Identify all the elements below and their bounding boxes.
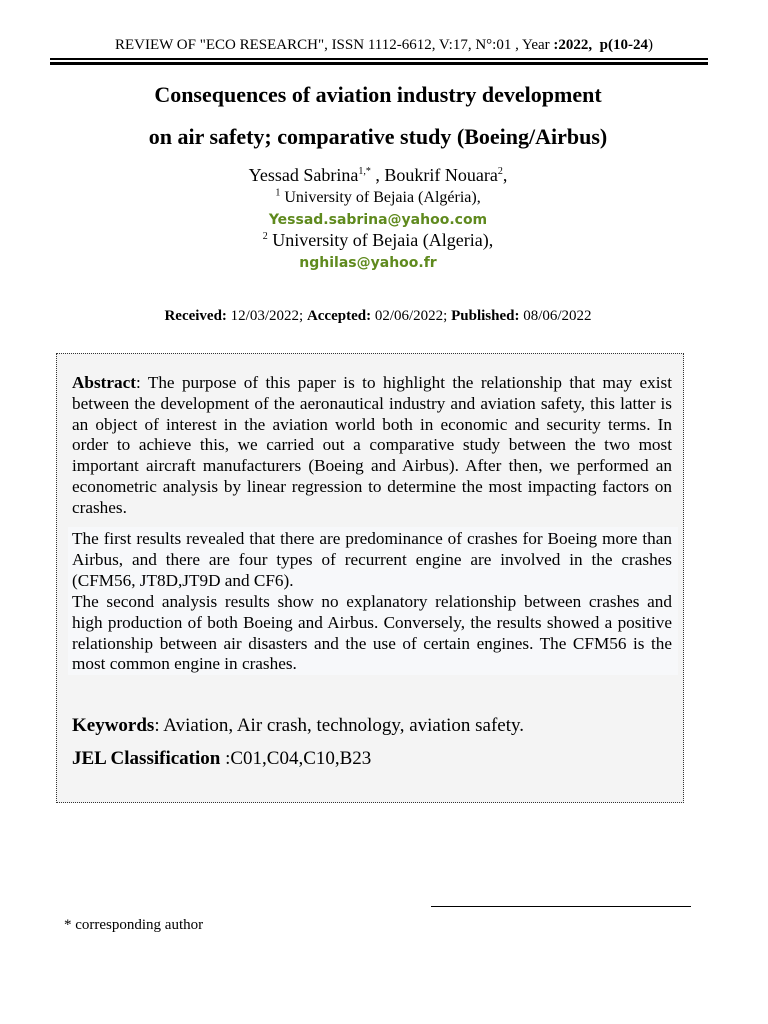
abstract-paragraph-2: The first results revealed that there are predominance of crashes for Boeing more than Airbus, and there are four types of recurrent engine are involved in the crashes (CFM56, JT8D,JT9D and CF6). xyxy=(72,529,672,590)
author-1-email[interactable]: Yessad.sabrina@yahoo.com xyxy=(268,212,488,228)
keywords-label: Keywords xyxy=(72,715,155,736)
journal-header xyxy=(0,36,768,54)
accepted-label: Accepted: xyxy=(306,308,372,324)
authors xyxy=(0,164,756,186)
author-2-email[interactable]: nghilas@yahoo.fr xyxy=(299,255,437,271)
affiliation-2 xyxy=(0,230,756,250)
jel-label: JEL Classification xyxy=(72,748,221,769)
abstract-paragraph-1 xyxy=(72,373,672,519)
journal-info: REVIEW OF "ECO RESEARCH", ISSN 1112-6612, V:17, N°:01 , Year xyxy=(115,37,554,53)
author-2-sup: 2 xyxy=(497,166,503,177)
abstract-text-1: : The purpose of this paper is to highlight the relationship that may exist between the development of the aeronautical industry and aviation safety, this latter is an object of interest in the aviation world both in economic and security terms. In order to achieve this, we carried out a comparative study between the two most important aircraft manufacturers (Boeing and Airbus). After then, we performed an econometric analysis by linear regression to determine the most impacting factors on crashes. xyxy=(72,373,672,517)
abstract-label: Abstract xyxy=(72,373,136,392)
affiliation-1-text: University of Bejaia (Algéria), xyxy=(280,189,481,206)
keywords-text: : Aviation, Air crash, technology, aviation safety. xyxy=(154,715,525,736)
published-label: Published: xyxy=(451,308,520,324)
published-date: 08/06/2022 xyxy=(519,308,592,324)
header-rule-thick xyxy=(50,62,708,65)
publication-dates xyxy=(0,307,756,325)
paper-title-line1: Consequences of aviation industry development xyxy=(154,82,602,107)
header-rule-thin xyxy=(50,58,708,60)
jel-classification xyxy=(72,747,371,771)
journal-pages: p(10-24 xyxy=(599,37,648,53)
paper-title-line2: on air safety; comparative study (Boeing/Airbus) xyxy=(148,124,608,149)
affiliation-1-sup: 1 xyxy=(275,187,281,199)
corresponding-author-note: * corresponding author xyxy=(64,917,204,933)
received-date: 12/03/2022; xyxy=(226,308,307,324)
footnote-rule xyxy=(431,906,691,907)
keywords xyxy=(72,714,524,738)
jel-text: :C01,C04,C10,B23 xyxy=(220,748,372,769)
journal-year: :2022, xyxy=(553,37,593,53)
author-2: Boukrif Nouara xyxy=(384,165,498,185)
accepted-date: 02/06/2022; xyxy=(371,308,452,324)
author-separator: , xyxy=(370,165,385,185)
affiliation-2-sup: 2 xyxy=(262,231,268,242)
abstract-paragraph-3: The second analysis results show no explanatory relationship between crashes and high production of both Boeing and Airbus. Conversely, the results showed a positive relationship between air disasters and the use of certain engines. The CFM56 is the most common engine in crashes. xyxy=(72,592,672,674)
author-trail: , xyxy=(502,165,508,185)
received-label: Received: xyxy=(164,308,227,324)
author-1-sup: 1,* xyxy=(358,166,371,177)
journal-close-paren: ) xyxy=(648,37,653,53)
affiliation-1 xyxy=(0,188,756,208)
affiliation-2-text: University of Bejaia (Algeria), xyxy=(267,230,494,250)
author-1: Yessad Sabrina xyxy=(248,165,359,185)
